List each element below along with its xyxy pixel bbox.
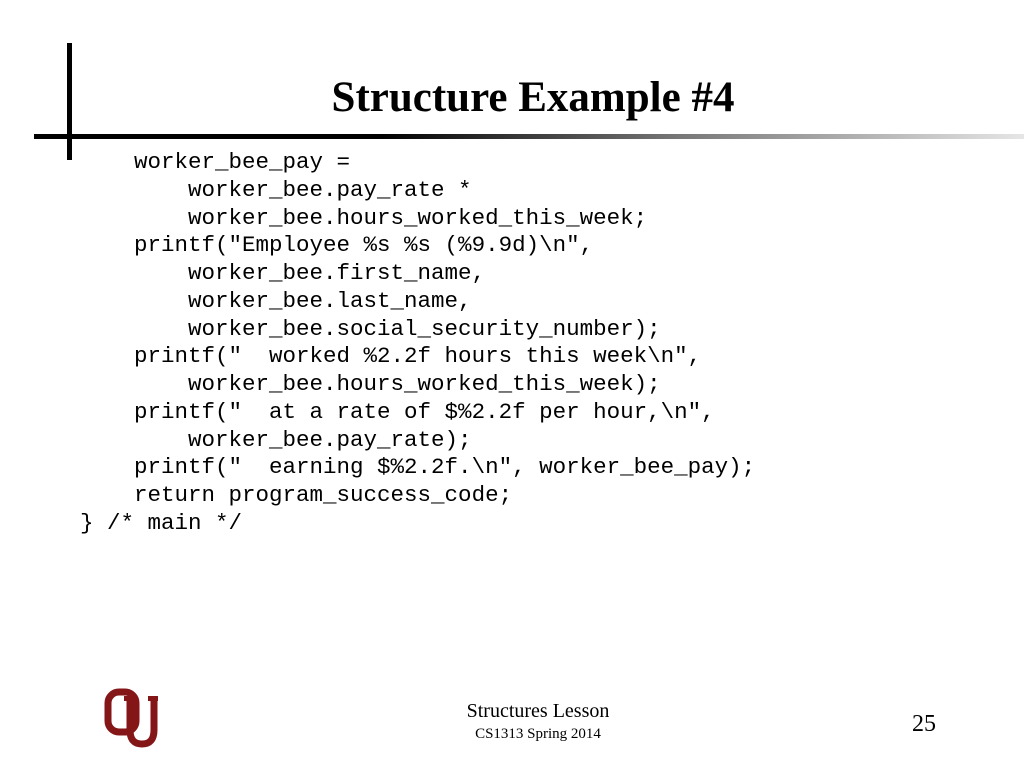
code-line: worker_bee.pay_rate); xyxy=(80,426,472,453)
code-line: worker_bee.pay_rate * xyxy=(80,176,472,203)
code-line: printf("Employee %s %s (%9.9d)\n", xyxy=(80,232,594,259)
code-block xyxy=(80,149,755,538)
code-line: return program_success_code; xyxy=(80,482,513,508)
code-line: worker_bee.hours_worked_this_week; xyxy=(80,204,648,231)
ou-logo xyxy=(104,686,158,750)
footer-course: CS1313 Spring 2014 xyxy=(475,726,601,742)
code-line: worker_bee.first_name, xyxy=(80,260,486,286)
code-line: printf(" earning $%2.2f.\n", worker_bee_pay); xyxy=(80,454,756,481)
code-line: printf(" worked %2.2f hours this week\n", xyxy=(80,343,702,370)
slide-title: Structure Example #4 xyxy=(331,74,735,121)
page-number: 25 xyxy=(912,711,936,737)
footer-lesson-title: Structures Lesson xyxy=(466,700,610,722)
code-line: printf(" at a rate of $%2.2f per hour,\n", xyxy=(80,398,715,425)
code-line: worker_bee.last_name, xyxy=(80,287,472,314)
code-line: } /* main */ xyxy=(80,509,243,536)
code-line: worker_bee_pay = xyxy=(80,149,351,175)
code-line: worker_bee.hours_worked_this_week); xyxy=(80,371,661,397)
decorative-horizontal-line xyxy=(34,134,1024,139)
code-line: worker_bee.social_security_number); xyxy=(80,315,661,342)
